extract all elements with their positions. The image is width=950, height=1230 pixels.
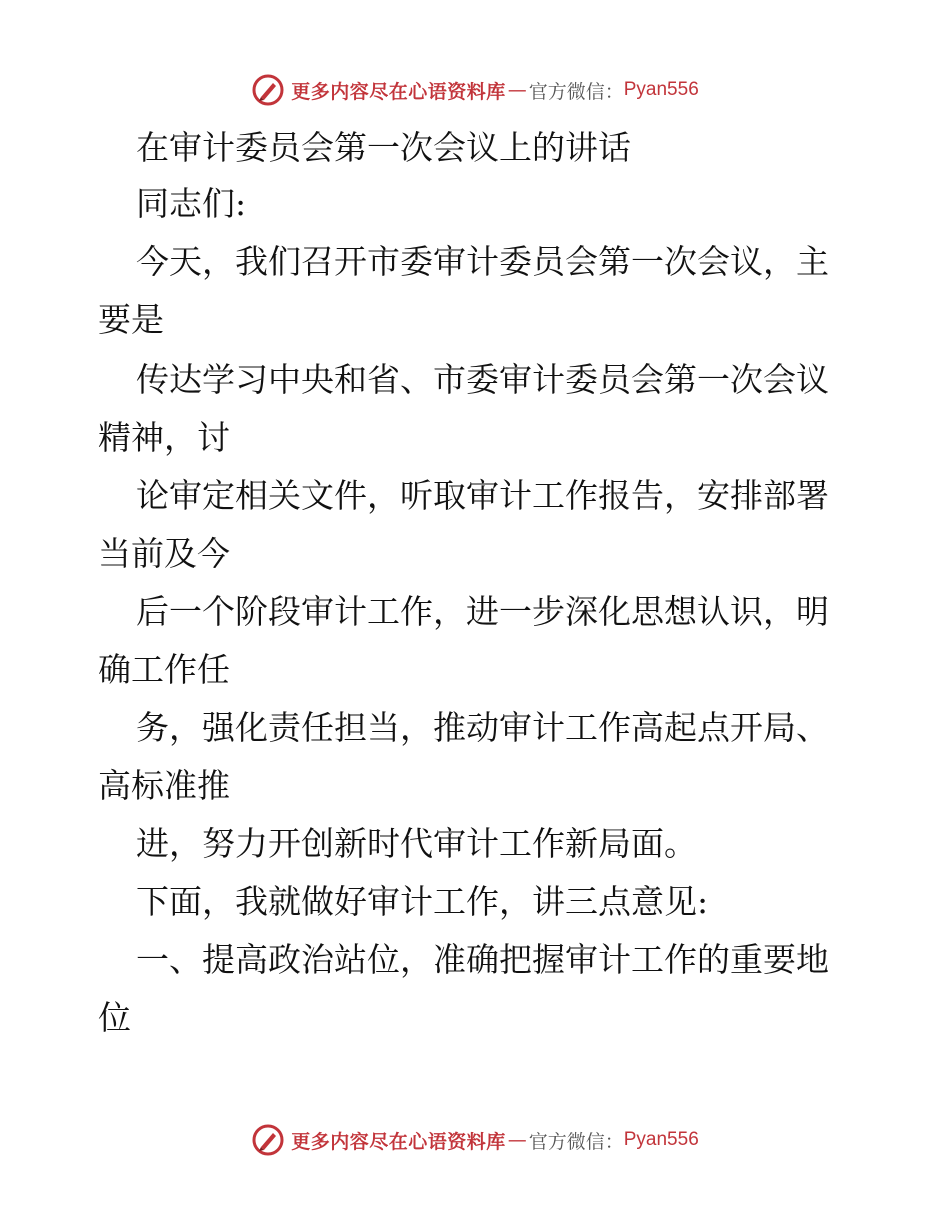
banner-wechat-label: 官方微信： — [528, 80, 624, 103]
banner-title: 更多内容尽在心语资料库 — [291, 80, 506, 103]
text-line: 确工作任 — [98, 650, 230, 689]
text-line: 高标准推 — [98, 766, 230, 805]
footer-watermark-banner — [0, 1120, 950, 1160]
text-line: 要是 — [98, 300, 164, 339]
banner-wechat-label: 官方微信： — [528, 1130, 624, 1153]
banner-separator: — — [507, 1129, 527, 1151]
section-heading: 一、提高政治站位，准确把握审计工作的重要地 — [136, 940, 829, 979]
text-line: 务，强化责任担当，推动审计工作高起点开局、 — [136, 708, 829, 747]
banner-wechat-id: Pyan556 — [623, 79, 699, 100]
banner-separator: — — [507, 79, 527, 101]
banner-wechat-id: Pyan556 — [623, 1129, 699, 1150]
text-line: 位 — [98, 998, 131, 1037]
speech-title: 在审计委员会第一次会议上的讲话 — [136, 128, 631, 167]
text-line: 今天，我们召开市委审计委员会第一次会议，主 — [136, 242, 829, 281]
header-watermark-banner — [0, 70, 950, 110]
text-line: 进，努力开创新时代审计工作新局面。 — [136, 824, 697, 863]
salutation: 同志们: — [136, 184, 247, 223]
pen-logo-icon — [251, 1123, 285, 1157]
text-line: 下面，我就做好审计工作，讲三点意见: — [136, 882, 709, 921]
text-line: 精神，讨 — [98, 418, 230, 457]
text-line: 传达学习中央和省、市委审计委员会第一次会议 — [136, 360, 829, 399]
banner-title: 更多内容尽在心语资料库 — [291, 1130, 506, 1153]
text-line: 论审定相关文件，听取审计工作报告，安排部署 — [136, 476, 829, 515]
text-line: 后一个阶段审计工作，进一步深化思想认识，明 — [136, 592, 829, 631]
text-line: 当前及今 — [98, 534, 230, 573]
pen-logo-icon — [251, 73, 285, 107]
